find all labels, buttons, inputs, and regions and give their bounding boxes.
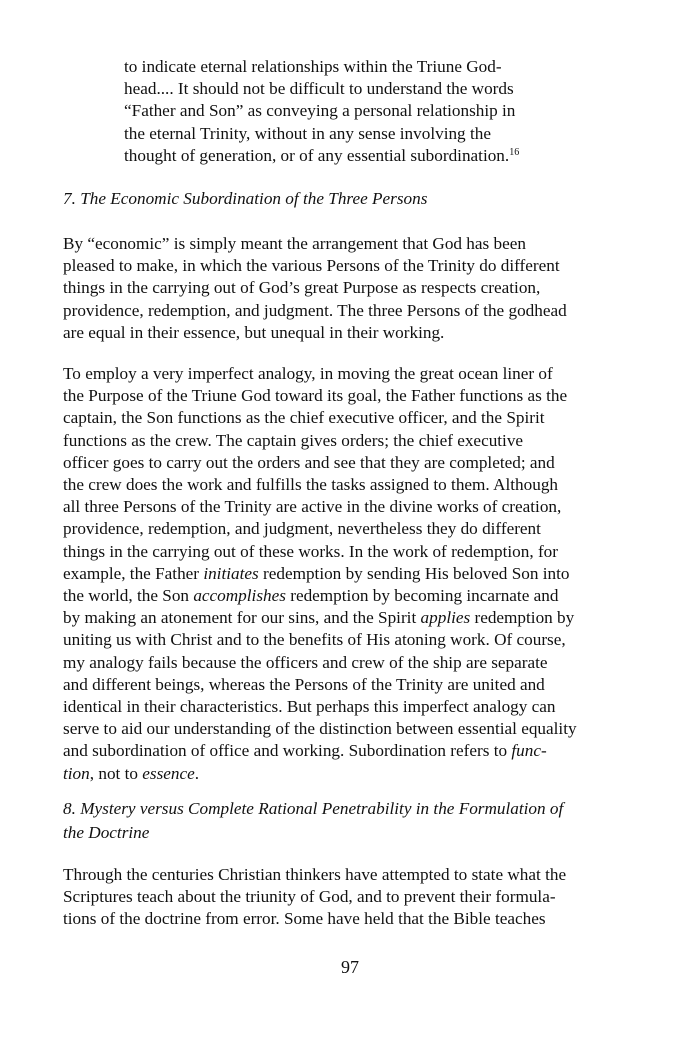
emphasis-essence: essence xyxy=(142,763,195,783)
emphasis-accomplishes: accomplishes xyxy=(193,586,286,606)
heading-line: the Doctrine xyxy=(63,823,150,842)
text-run: , not to xyxy=(89,763,143,783)
paragraph-line: all three Persons of the Trinity are active in the divine works of creation, xyxy=(63,497,562,517)
paragraph-line xyxy=(63,585,643,607)
paragraph-line: officer goes to carry out the orders and see that they are completed; and xyxy=(63,452,555,472)
paragraph-line xyxy=(63,740,643,762)
section-heading-8 xyxy=(63,797,638,845)
paragraph-line: captain, the Son functions as the chief executive officer, and the Spirit xyxy=(63,408,545,428)
quote-line: head.... It should not be difficult to understand the words xyxy=(124,79,514,99)
paragraph-economic-definition xyxy=(63,233,643,344)
paragraph-christian-thinkers xyxy=(63,864,643,931)
text-run: redemption by becoming incarnate and xyxy=(285,586,559,606)
paragraph-line xyxy=(63,563,643,585)
paragraph-line: the Purpose of the Triune God toward its goal, the Father functions as the xyxy=(63,386,568,406)
paragraph-line: are equal in their essence, but unequal in their working. xyxy=(63,322,445,342)
quote-line xyxy=(124,145,564,167)
paragraph-line: tions of the doctrine from error. Some have held that the Bible teaches xyxy=(63,909,546,929)
emphasis-initiates: initiates xyxy=(203,563,259,583)
text-run: the world, the Son xyxy=(63,586,194,606)
paragraph-line: To employ a very imperfect analogy, in moving the great ocean liner of xyxy=(63,364,553,383)
quote-line: “Father and Son” as conveying a personal relationship in xyxy=(124,101,516,121)
quote-line: the eternal Trinity, without in any sense involving the xyxy=(124,123,491,143)
paragraph-line: By “economic” is simply meant the arrangement that God has been xyxy=(63,234,526,253)
page-number: 97 xyxy=(341,957,359,977)
emphasis-applies: applies xyxy=(420,608,471,628)
text-run: redemption by sending His beloved Son into xyxy=(258,563,570,583)
text-run: redemption by xyxy=(470,608,575,628)
paragraph-line: things in the carrying out of these works. In the work of redemption, for xyxy=(63,541,558,561)
paragraph-line: functions as the crew. The captain gives orders; the chief executive xyxy=(63,430,524,450)
paragraph-line xyxy=(63,607,643,629)
paragraph-line: Scriptures teach about the triunity of God, and to prevent their formula- xyxy=(63,887,556,907)
paragraph-line xyxy=(63,763,643,785)
paragraph-line: Through the centuries Christian thinkers have attempted to state what the xyxy=(63,865,567,884)
text-run: example, the Father xyxy=(63,563,204,583)
paragraph-ocean-liner-analogy xyxy=(63,363,643,785)
text-run: and subordination of office and working. Subordination refers to xyxy=(63,741,512,761)
quote-line: to indicate eternal relationships within the Triune God- xyxy=(124,57,502,76)
emphasis-function: func- xyxy=(511,741,547,761)
paragraph-line: pleased to make, in which the various Persons of the Trinity do different xyxy=(63,256,560,276)
footnote-reference[interactable]: 16 xyxy=(509,146,520,158)
paragraph-line: my analogy fails because the officers and crew of the ship are separate xyxy=(63,652,548,672)
paragraph-line: providence, redemption, and judgment. The three Persons of the godhead xyxy=(63,300,567,320)
quote-line-text: thought of generation, or of any essential subordination. xyxy=(124,145,510,165)
paragraph-line: uniting us with Christ and to the benefits of His atoning work. Of course, xyxy=(63,630,566,650)
text-run: by making an atonement for our sins, and the Spirit xyxy=(63,608,421,628)
paragraph-line: identical in their characteristics. But perhaps this imperfect analogy can xyxy=(63,697,556,717)
paragraph-line: and different beings, whereas the Persons of the Trinity are united and xyxy=(63,674,545,694)
section-heading-7: 7. The Economic Subordination of the Three Persons xyxy=(63,189,428,208)
emphasis-function-end: tion xyxy=(63,763,90,783)
block-quote xyxy=(124,56,564,167)
heading-line: 8. Mystery versus Complete Rational Penetrability in the Formulation of xyxy=(63,799,564,818)
paragraph-line: the crew does the work and fulfills the tasks assigned to them. Although xyxy=(63,475,559,495)
text-run: . xyxy=(194,763,200,783)
paragraph-line: things in the carrying out of God’s great Purpose as respects creation, xyxy=(63,278,541,298)
paragraph-line: providence, redemption, and judgment, nevertheless they do different xyxy=(63,519,541,539)
paragraph-line: serve to aid our understanding of the distinction between essential equality xyxy=(63,719,577,739)
